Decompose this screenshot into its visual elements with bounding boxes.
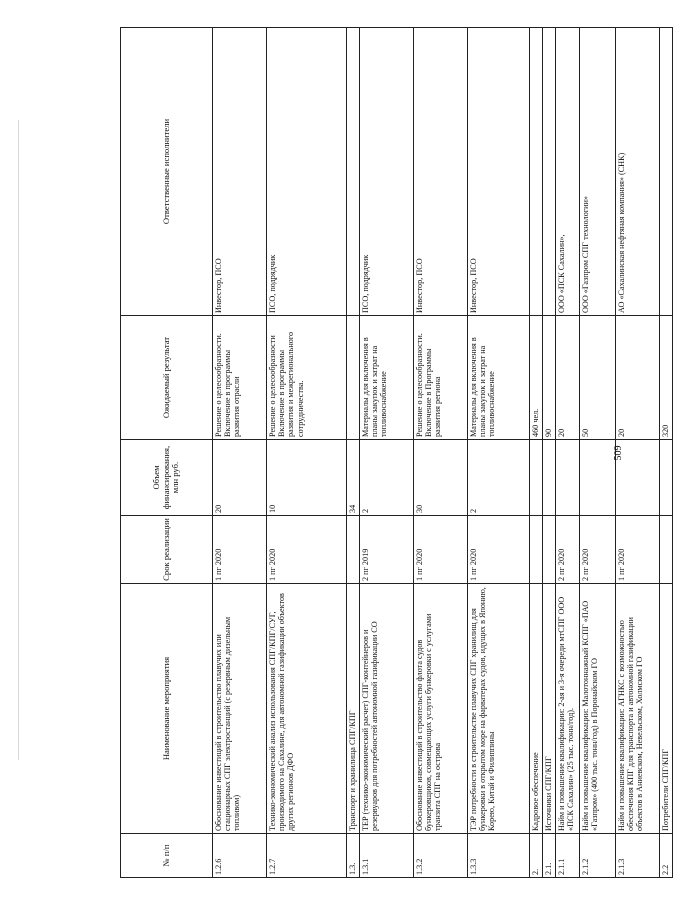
cell-name: Транспорт и хранилища СПГ/КПГ (347, 584, 360, 834)
cell-result: 90 (543, 316, 556, 440)
cell-funding (543, 440, 556, 516)
cell-responsible (660, 28, 673, 316)
cell-name: Потребители СПГ/КПГ (660, 584, 673, 834)
cell-result: Материалы для включения в планы закупок и затрат на топливоснабжение (468, 316, 530, 440)
cell-funding: 10 (267, 440, 347, 516)
cell-name: ТЭР потребности в строительстве плавучих СПГ хранилищ для бункеровки в открытом море на фарватерах судов, идущих в Японию, Корею, Китай и Филиппины (468, 584, 530, 834)
cell-funding: 34 (347, 440, 360, 516)
cell-name: Обоснование инвестиций в строительство флота судов бункеровщиков, совмещающих услуги бункеровки с услугами транзита СПГ на острова (414, 584, 468, 834)
header-responsible: Ответственные исполнители (121, 28, 213, 316)
table-row (556, 28, 580, 878)
cell-result: 20 (616, 316, 660, 440)
table-row (213, 28, 267, 878)
cell-name: Найм и повышение квалификации: 2-ая и 3-я очереди мтСПГ ООО «ПСК Сахалин» (25 тыс. тонн/год). (556, 584, 580, 834)
cell-num: 1.2.6 (213, 834, 267, 878)
table-row (468, 28, 530, 878)
cell-funding (556, 440, 580, 516)
cell-result: Решение о целесообразности Включение в программы развития и межрегионального сотрудничества. (267, 316, 347, 440)
cell-funding: 2 (360, 440, 414, 516)
cell-responsible: Инвестор, ПСО (468, 28, 530, 316)
cell-result: 460 чел. (530, 316, 543, 440)
cell-deadline: 2 пг 2020 (556, 516, 580, 584)
table-row (360, 28, 414, 878)
cell-num: 2.1. (543, 834, 556, 878)
cell-deadline: 1 пг 2020 (213, 516, 267, 584)
cell-num: 2.2 (660, 834, 673, 878)
cell-responsible: Инвестор, ПСО (414, 28, 468, 316)
scan-artifact-line (18, 120, 19, 760)
table-row (267, 28, 347, 878)
cell-result (347, 316, 360, 440)
cell-deadline (543, 516, 556, 584)
cell-responsible: ООО «Газпром СПГ технологии» (580, 28, 616, 316)
cell-name: Обоснование инвестиций в строительство плавучих или стационарных СПГ электростанций (с резервным дизельным топливом) (213, 584, 267, 834)
cell-deadline: 2 пг 2019 (360, 516, 414, 584)
cell-responsible: ООО «ПСК Сахалин», (556, 28, 580, 316)
cell-funding (660, 440, 673, 516)
cell-result: Решение о целесообразности. Включение в Программы развития региона (414, 316, 468, 440)
cell-deadline (347, 516, 360, 584)
cell-name: Найм и повышение квалификации: АГНКС с возможностью обеспечения КПГ для транспорта и автономной газификации объектов в Аниевском, Невельском, Холмском ГО (616, 584, 660, 834)
cell-num: 2. (530, 834, 543, 878)
cell-name: ТЕР (технико-экономический расчет) СПГ-контейнеров и резервуаров для потребностей автономной газификации СО (360, 584, 414, 834)
header-deadline: Срок реализации (121, 516, 213, 584)
cell-responsible (530, 28, 543, 316)
cell-num: 1.3.2 (414, 834, 468, 878)
cell-num: 2.1.1 (556, 834, 580, 878)
cell-funding: 30 (414, 440, 468, 516)
table-row-section (347, 28, 360, 878)
cell-funding: 20 (213, 440, 267, 516)
cell-num: 1.3.1 (360, 834, 414, 878)
measures-table (120, 27, 673, 878)
header-funding: Объем финансирования, млн руб. (121, 440, 213, 516)
table-header-row (121, 28, 213, 878)
page-number: 509 (612, 445, 624, 461)
cell-responsible (543, 28, 556, 316)
cell-result: Решение о целесообразности. Включение в программы развития отрасли (213, 316, 267, 440)
cell-deadline: 1 пг 2020 (414, 516, 468, 584)
header-num: № п/п (121, 834, 213, 878)
cell-deadline: 1 пг 2020 (616, 516, 660, 584)
cell-responsible: ПСО, подрядчик (360, 28, 414, 316)
cell-num: 1.3. (347, 834, 360, 878)
cell-responsible: ПСО, подрядчик (267, 28, 347, 316)
cell-name: Источники СПГ/КПГ (543, 584, 556, 834)
cell-funding (530, 440, 543, 516)
header-name: Наименование мероприятия (121, 584, 213, 834)
cell-deadline (530, 516, 543, 584)
cell-deadline (660, 516, 673, 584)
cell-deadline: 1 пг 2020 (468, 516, 530, 584)
cell-responsible: АО «Сахалинская нефтяная компания» (СНК) (616, 28, 660, 316)
cell-deadline: 2 пг 2020 (580, 516, 616, 584)
cell-deadline: 1 пг 2020 (267, 516, 347, 584)
table-row-section (530, 28, 543, 878)
cell-name: Найм и повышение квалификации: Малотоннажный КСПГ «ПАО «Газпром» (400 тыс. тонн/год) в Поронайском ГО (580, 584, 616, 834)
cell-responsible (347, 28, 360, 316)
cell-result: 20 (556, 316, 580, 440)
cell-name: Технико-экономический анализ использования СПГ/КПГ/СУГ, производимого на Сахалине, для автономной газификации объектов других регионов ДФО (267, 584, 347, 834)
table-row-section (660, 28, 673, 878)
cell-name: Кадровое обеспечение (530, 584, 543, 834)
cell-num: 2.1.2 (580, 834, 616, 878)
cell-num: 1.2.7 (267, 834, 347, 878)
cell-result: 320 (660, 316, 673, 440)
cell-responsible: Инвестор, ПСО (213, 28, 267, 316)
cell-funding: 2 (468, 440, 530, 516)
header-result: Ожидаемый результат (121, 316, 213, 440)
cell-result: Материалы для включения в планы закупок и затрат на топливоснабжение (360, 316, 414, 440)
table-row-section (543, 28, 556, 878)
cell-num: 2.1.3 (616, 834, 660, 878)
cell-result: 50 (580, 316, 616, 440)
cell-num: 1.3.3 (468, 834, 530, 878)
table-row (414, 28, 468, 878)
